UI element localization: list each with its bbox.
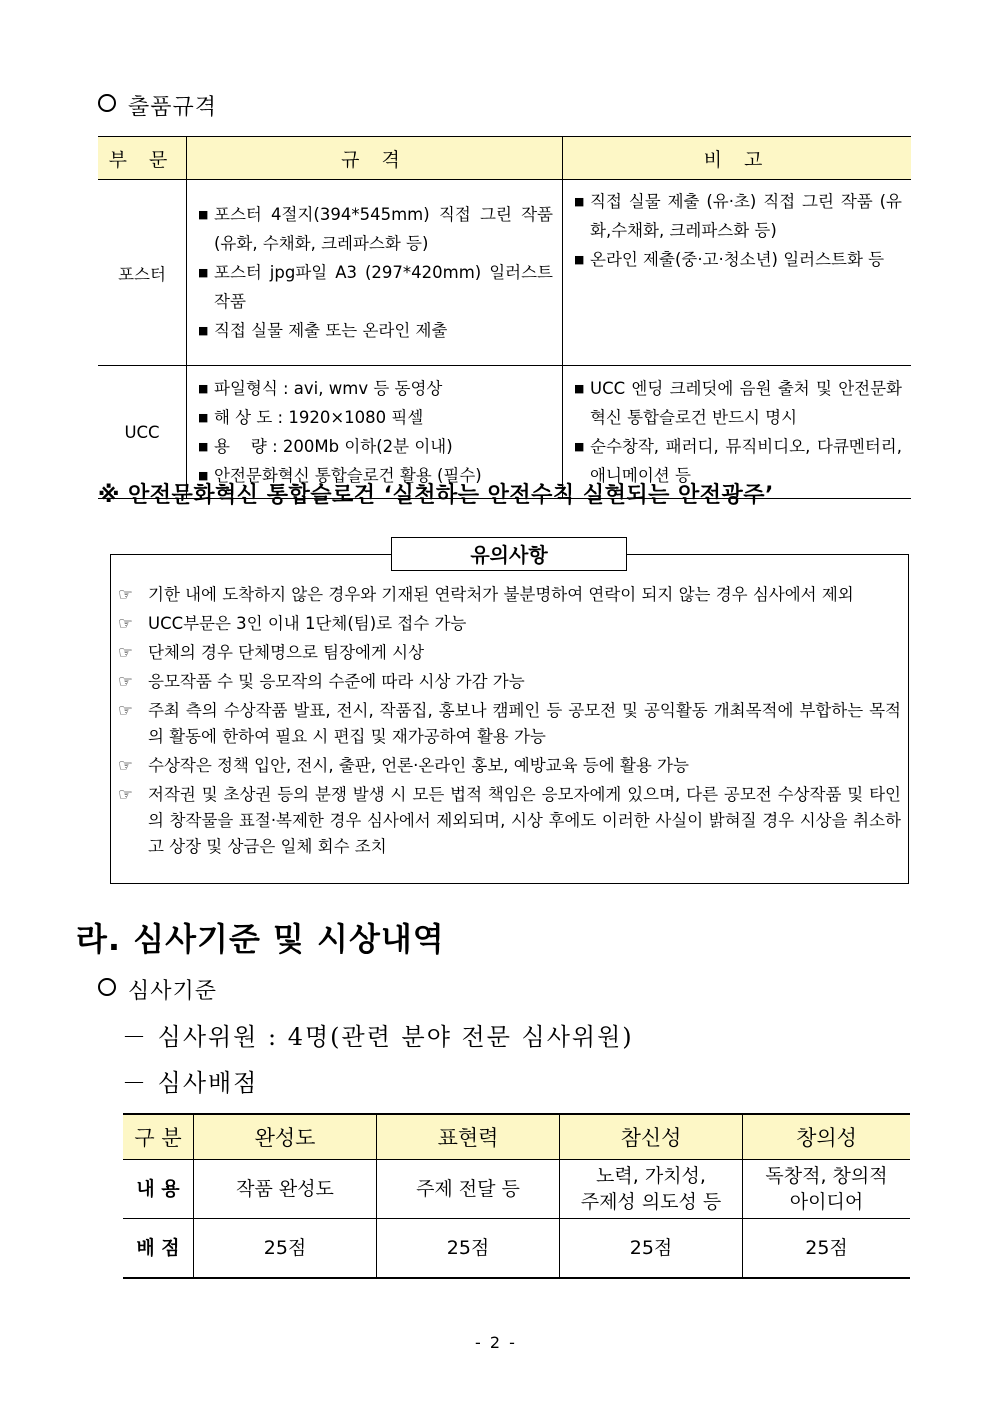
category-poster: 포스터 bbox=[98, 180, 187, 366]
notice-item: ☞ 저작권 및 초상권 등의 분쟁 발생 시 모든 법적 책임은 응모자에게 있으며, 다른 공모전 수상작품 및 타인의 창작물을 표절·복제한 경우 심사에서 제외되며, 시상 후에도 이러한 사실이 밝혀질 경우 시상을 취소하고 상장 및 상금은 일체 회수 조치 bbox=[118, 782, 901, 860]
circle-bullet-icon bbox=[98, 978, 116, 996]
list-item: ■ 포스터 4절지(394*545mm) 직접 그린 작품(유화, 수채화, 크레파스화 등) bbox=[198, 200, 553, 258]
list-item: ■ 파일형식 : avi, wmv 등 동영상 bbox=[198, 374, 553, 403]
spec-poster bbox=[187, 180, 563, 366]
pointing-hand-icon: ☞ bbox=[118, 785, 133, 804]
header-novelty: 참신성 bbox=[560, 1114, 743, 1160]
notice-item: ☞ 기한 내에 도착하지 않은 경우와 기재된 연락처가 불분명하여 연락이 되지 않는 경우 심사에서 제외 bbox=[118, 582, 901, 608]
header-creativity: 창의성 bbox=[743, 1114, 911, 1160]
list-item: ■ 해 상 도 : 1920×1080 픽셀 bbox=[198, 403, 553, 432]
list-item: ■ 직접 실물 제출 (유·초) 직접 그린 작품 (유화,수채화, 크레파스화 등) bbox=[574, 187, 902, 245]
table-header-row bbox=[98, 137, 911, 180]
pointing-hand-icon: ☞ bbox=[118, 672, 133, 691]
notice-item: ☞ 응모작품 수 및 응모작의 수준에 따라 시상 가감 가능 bbox=[118, 669, 901, 695]
pointing-hand-icon: ☞ bbox=[118, 614, 133, 633]
table-cell: 노력, 가치성, 주제성 의도성 등 bbox=[560, 1160, 743, 1219]
slogan-text: ※ 안전문화혁신 통합슬로건 ‘실천하는 안전수칙 실현되는 안전광주’ bbox=[98, 483, 774, 508]
table-row-content bbox=[123, 1160, 910, 1219]
list-item: ■ 순수창작, 패러디, 뮤직비디오, 다큐멘터리, 애니메이션 등 bbox=[574, 432, 902, 490]
table-cell: 25점 bbox=[194, 1219, 377, 1279]
header-completeness: 완성도 bbox=[194, 1114, 377, 1160]
table-cell: 작품 완성도 bbox=[194, 1160, 377, 1219]
header-category: 부 문 bbox=[98, 137, 187, 180]
judging-heading-text: 심사기준 bbox=[128, 979, 218, 1004]
table-cell: 25점 bbox=[560, 1219, 743, 1279]
list-item: ■ 포스터 jpg파일 A3 (297*420mm) 일러스트 작품 bbox=[198, 258, 553, 316]
table-row-points bbox=[123, 1219, 910, 1279]
section-title: 라. 심사기준 및 시상내역 bbox=[76, 920, 445, 958]
pointing-hand-icon: ☞ bbox=[118, 585, 133, 604]
header-note: 비 고 bbox=[563, 137, 912, 180]
circle-bullet-icon bbox=[98, 94, 116, 112]
table-header-row bbox=[123, 1114, 910, 1160]
list-item: ■ 직접 실물 제출 또는 온라인 제출 bbox=[198, 316, 553, 345]
pointing-hand-icon: ☞ bbox=[118, 643, 133, 662]
page-number: - 2 - bbox=[475, 1333, 517, 1352]
notice-item: ☞ UCC부문은 3인 이내 1단체(팀)로 접수 가능 bbox=[118, 611, 901, 637]
row-label-content: 내 용 bbox=[123, 1160, 194, 1219]
entry-spec-heading-text: 출품규격 bbox=[128, 95, 218, 120]
table-cell: 독창적, 창의적 아이디어 bbox=[743, 1160, 911, 1219]
list-item: ■ 안전문화혁신 통합슬로건 활용 (필수) bbox=[198, 461, 553, 490]
notice-title: 유의사항 bbox=[391, 537, 627, 571]
list-item: ■ UCC 엔딩 크레딧에 음원 출처 및 안전문화혁신 통합슬로건 반드시 명시 bbox=[574, 374, 902, 432]
header-spec: 규 격 bbox=[187, 137, 563, 180]
list-item: ■ 온라인 제출(중·고·청소년) 일러스트화 등 bbox=[574, 245, 902, 274]
pointing-hand-icon: ☞ bbox=[118, 756, 133, 775]
header-expression: 표현력 bbox=[377, 1114, 560, 1160]
judging-heading bbox=[98, 974, 217, 1005]
notice-item: ☞ 주최 측의 수상작품 발표, 전시, 작품집, 홍보나 캠페인 등 공모전 및 공익활동 개최목적에 부합하는 목적의 활동에 한하여 필요 시 편집 및 재가공하여 활용 가능 bbox=[118, 698, 901, 750]
table-cell: 25점 bbox=[743, 1219, 911, 1279]
entry-spec-heading bbox=[98, 90, 217, 121]
header-division: 구 분 bbox=[123, 1114, 194, 1160]
notice-item: ☞ 수상작은 정책 입안, 전시, 출판, 언론·온라인 홍보, 예방교육 등에 활용 가능 bbox=[118, 753, 901, 779]
category-ucc: UCC bbox=[98, 366, 187, 499]
row-label-points: 배 점 bbox=[123, 1219, 194, 1279]
table-cell: 25점 bbox=[377, 1219, 560, 1279]
notice-item: ☞ 단체의 경우 단체명으로 팀장에게 시상 bbox=[118, 640, 901, 666]
scoring-line: － 심사배점 bbox=[122, 1069, 259, 1097]
note-poster bbox=[563, 180, 912, 366]
list-item: ■ 용 량 : 200Mb 이하(2분 이내) bbox=[198, 432, 553, 461]
table-row-poster bbox=[98, 180, 911, 366]
score-table bbox=[123, 1113, 910, 1279]
judges-line: － 심사위원 : 4명(관련 분야 전문 심사위원) bbox=[122, 1023, 634, 1051]
table-cell: 주제 전달 등 bbox=[377, 1160, 560, 1219]
entry-spec-table bbox=[98, 136, 911, 499]
notice-list bbox=[118, 582, 901, 863]
pointing-hand-icon: ☞ bbox=[118, 701, 133, 720]
